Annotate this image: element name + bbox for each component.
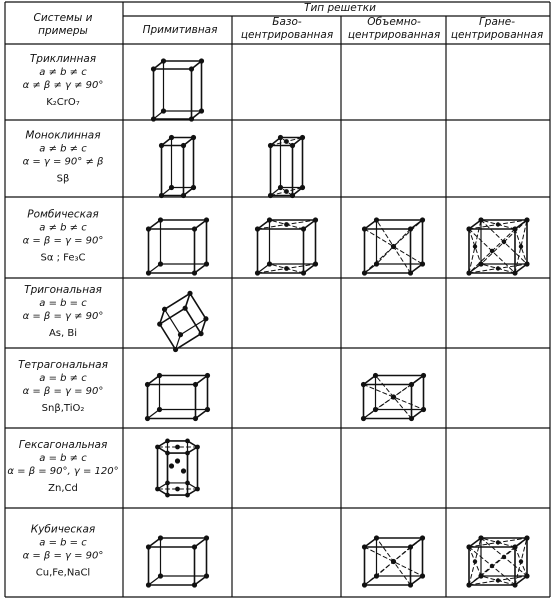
- header-systems-line1: Системы и: [33, 12, 93, 24]
- row-6-system-info: [7, 439, 118, 494]
- row-2-axis-relation: a ≠ b ≠ c: [39, 143, 87, 155]
- row-3-lattice-I: [362, 217, 425, 275]
- row-7-examples: Cu,Fe,NaCl: [35, 567, 91, 579]
- header-type-face-centered: [451, 16, 543, 41]
- row-7-lattice-P: [146, 535, 209, 587]
- row-6-lattice-P: [155, 439, 200, 498]
- row-4-system-info: [23, 284, 104, 339]
- row-7-lattice-F: [466, 535, 529, 587]
- row-7-lattice-I: [362, 535, 425, 587]
- row-7-system-info: [23, 524, 104, 579]
- row-5-system-info: [18, 359, 108, 414]
- table-rows: [7, 53, 118, 579]
- row-3-examples: Sα ; Fe₃C: [40, 252, 86, 264]
- row-6-examples: Zn,Cd: [48, 483, 78, 494]
- row-5-lattice-I: [361, 373, 426, 421]
- header-type-face-centered-line1: Гране-: [478, 16, 516, 28]
- row-2-lattice-P: [159, 135, 196, 198]
- table-grid: [5, 2, 550, 597]
- header-type-primitive: Примитивная: [142, 24, 218, 36]
- row-6-system-name: Гексагональная: [18, 439, 108, 451]
- row-5-examples: Snβ,TiO₂: [41, 403, 85, 414]
- row-6-angle-relation: α = β = 90°, γ = 120°: [7, 466, 119, 477]
- row-4-angle-relation: α = β = γ ≠ 90°: [22, 311, 104, 322]
- row-3-lattice-P: [146, 217, 209, 275]
- row-1-lattice-P: [151, 58, 204, 121]
- row-2-system-info: [23, 130, 104, 185]
- row-5-system-name: Тетрагональная: [18, 359, 108, 371]
- header-type-body-centered-line1: Объемно-: [367, 16, 421, 28]
- row-1-system-info: [23, 53, 104, 108]
- row-5-axis-relation: a = b ≠ c: [39, 373, 87, 384]
- row-5-lattice-P: [145, 373, 210, 421]
- header-type-face-centered-line2: центрированная: [450, 29, 544, 41]
- row-3-system-info: [23, 209, 104, 264]
- row-1-angle-relation: α ≠ β ≠ γ ≠ 90°: [22, 80, 104, 91]
- row-6-axis-relation: a = b ≠ c: [39, 453, 87, 464]
- row-3-system-name: Ромбическая: [27, 208, 99, 221]
- row-7-angle-relation: α = β = γ = 90°: [22, 550, 104, 562]
- row-3-lattice-C: [255, 217, 318, 275]
- row-3-lattice-F: [466, 217, 529, 275]
- header-type-base-centered-line1: Базо-: [272, 16, 302, 28]
- row-2-angle-relation: α = γ = 90° ≠ β: [22, 156, 104, 168]
- row-7-system-name: Кубическая: [30, 523, 96, 536]
- header-type-base-centered-line2: центрированная: [240, 29, 334, 41]
- row-3-axis-relation: a ≠ b ≠ c: [39, 222, 87, 234]
- row-1-examples: K₂CrO₇: [46, 97, 80, 108]
- header-lattice-type: Тип решетки: [304, 2, 376, 14]
- row-1-axis-relation: a ≠ b ≠ c: [39, 67, 87, 78]
- header-systems-line2: примеры: [38, 25, 88, 37]
- row-4-lattice-P: [151, 290, 215, 353]
- row-4-system-name: Тригональная: [24, 284, 102, 296]
- row-7-axis-relation: a = b = c: [39, 537, 87, 549]
- row-4-axis-relation: a = b = c: [39, 298, 87, 309]
- row-2-examples: Sβ: [56, 173, 70, 185]
- row-4-examples: As, Bi: [48, 328, 78, 339]
- row-3-angle-relation: α = β = γ = 90°: [22, 235, 104, 247]
- header-type-body-centered: [348, 16, 440, 41]
- row-1-system-name: Триклинная: [29, 53, 97, 65]
- header-type-base-centered: [241, 16, 333, 41]
- row-5-angle-relation: α = β = γ = 90°: [22, 386, 104, 397]
- row-2-system-name: Моноклинная: [25, 129, 101, 142]
- header-type-body-centered-line2: центрированная: [347, 29, 441, 41]
- row-2-lattice-C: [268, 135, 305, 198]
